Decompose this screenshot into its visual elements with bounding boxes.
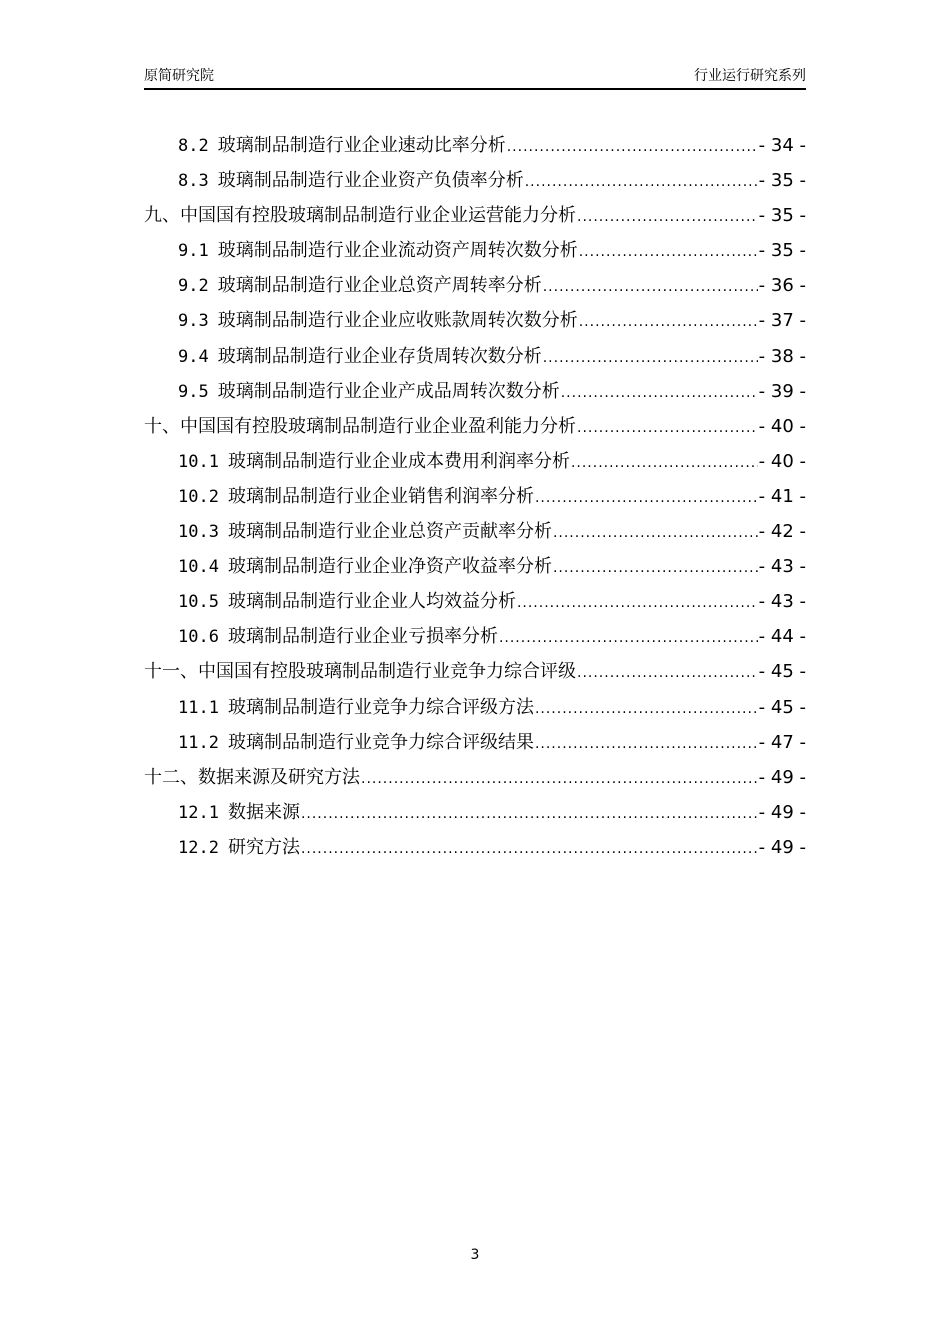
toc-dot-leader: [553, 516, 758, 551]
toc-entry-page: - 49 -: [758, 836, 806, 858]
toc-dot-leader: [579, 235, 758, 270]
toc-dot-leader: [517, 586, 758, 621]
toc-entry-title: 玻璃制品制造行业企业人均效益分析: [227, 591, 516, 613]
toc-entry-page: - 40 -: [758, 450, 806, 472]
toc-entry-title: 玻璃制品制造行业企业亏损率分析: [227, 626, 498, 648]
toc-section-entry[interactable]: [144, 268, 806, 303]
toc-entry-page: - 37 -: [758, 310, 806, 332]
toc-dot-leader: [543, 270, 758, 305]
toc-section-entry[interactable]: [144, 479, 806, 514]
toc-entry-page: - 47 -: [758, 731, 806, 753]
toc-section-entry[interactable]: [144, 514, 806, 549]
toc-entry-number: 8.2: [178, 136, 209, 156]
toc-entry-number: 11.1: [178, 697, 219, 718]
toc-entry-number: 8.3: [178, 171, 209, 192]
toc-dot-leader: [577, 411, 758, 446]
toc-entry-number: 12.1: [178, 802, 219, 823]
toc-entry-number: 11.2: [178, 732, 219, 753]
toc-dot-leader: [361, 762, 758, 797]
toc-chapter-entry[interactable]: [144, 409, 806, 444]
toc-entry-title: 玻璃制品制造行业企业销售利润率分析: [227, 485, 534, 507]
header-publisher: 原简研究院: [144, 68, 214, 84]
toc-entry-number: 9.2: [178, 276, 209, 297]
toc-entry-number: 9.3: [178, 311, 209, 332]
toc-section-entry[interactable]: [144, 830, 806, 865]
toc-entry-title: 玻璃制品制造行业企业存货周转次数分析: [217, 345, 542, 367]
toc-dot-leader: [535, 727, 758, 762]
toc-entry-title: 研究方法: [227, 836, 300, 858]
toc-section-entry[interactable]: [144, 339, 806, 374]
toc-section-entry[interactable]: [144, 690, 806, 725]
toc-entry-title: 九、中国国有控股玻璃制品制造行业企业运营能力分析: [144, 205, 576, 227]
toc-chapter-entry[interactable]: [144, 760, 806, 795]
toc-entry-page: - 43 -: [758, 591, 806, 613]
toc-entry-title: 玻璃制品制造行业企业成本费用利润率分析: [227, 450, 570, 472]
page-header: [144, 66, 806, 90]
toc-dot-leader: [543, 341, 758, 376]
toc-dot-leader: [571, 446, 758, 481]
toc-section-entry[interactable]: [144, 725, 806, 760]
toc-entry-title: 玻璃制品制造行业企业产成品周转次数分析: [217, 380, 560, 402]
toc-dot-leader: [577, 200, 758, 235]
toc-entry-page: - 35 -: [758, 170, 806, 192]
toc-entry-page: - 49 -: [758, 766, 806, 788]
toc-dot-leader: [577, 656, 758, 691]
toc-entry-page: - 35 -: [758, 205, 806, 227]
toc-dot-leader: [553, 551, 758, 586]
toc-dot-leader: [301, 832, 758, 867]
toc-entry-title: 十一、中国国有控股玻璃制品制造行业竞争力综合评级: [144, 661, 576, 683]
toc-entry-page: - 34 -: [758, 135, 806, 156]
toc-entry-page: - 49 -: [758, 801, 806, 823]
toc-entry-page: - 45 -: [758, 696, 806, 718]
toc-entry-page: - 43 -: [758, 556, 806, 578]
toc-section-entry[interactable]: [144, 233, 806, 268]
page-number: 3: [470, 1247, 480, 1263]
toc-entry-number: 10.1: [178, 451, 219, 472]
toc-entry-title: 玻璃制品制造行业企业净资产收益率分析: [227, 556, 552, 578]
table-of-contents: [144, 128, 806, 865]
toc-entry-number: 10.2: [178, 486, 219, 507]
header-series: 行业运行研究系列: [694, 68, 806, 84]
toc-dot-leader: [301, 797, 758, 832]
toc-entry-title: 玻璃制品制造行业企业流动资产周转次数分析: [217, 240, 578, 262]
toc-section-entry[interactable]: [144, 549, 806, 584]
toc-dot-leader: [535, 692, 758, 727]
toc-entry-page: - 38 -: [758, 345, 806, 367]
toc-section-entry[interactable]: [144, 303, 806, 338]
toc-entry-number: 9.5: [178, 381, 209, 402]
toc-section-entry[interactable]: [144, 128, 806, 163]
toc-entry-title: 玻璃制品制造行业企业应收账款周转次数分析: [217, 310, 578, 332]
toc-section-entry[interactable]: [144, 795, 806, 830]
toc-entry-title: 玻璃制品制造行业企业总资产贡献率分析: [227, 521, 552, 543]
toc-entry-title: 玻璃制品制造行业企业资产负债率分析: [217, 170, 524, 192]
toc-section-entry[interactable]: [144, 619, 806, 654]
toc-entry-title: 数据来源: [227, 801, 300, 823]
toc-entry-title: 十二、数据来源及研究方法: [144, 766, 360, 788]
toc-entry-page: - 36 -: [758, 275, 806, 297]
toc-entry-page: - 42 -: [758, 521, 806, 543]
toc-entry-page: - 45 -: [758, 661, 806, 683]
toc-dot-leader: [579, 305, 758, 340]
toc-dot-leader: [561, 376, 758, 411]
toc-entry-page: - 35 -: [758, 240, 806, 262]
toc-dot-leader: [507, 130, 758, 165]
toc-entry-title: 玻璃制品制造行业竞争力综合评级结果: [227, 731, 534, 753]
toc-entry-number: 9.1: [178, 241, 209, 262]
toc-chapter-entry[interactable]: [144, 654, 806, 689]
toc-entry-page: - 41 -: [758, 485, 806, 507]
toc-entry-page: - 39 -: [758, 380, 806, 402]
toc-entry-title: 玻璃制品制造行业竞争力综合评级方法: [227, 696, 534, 718]
toc-entry-number: 9.4: [178, 346, 209, 367]
toc-dot-leader: [525, 165, 758, 200]
toc-section-entry[interactable]: [144, 374, 806, 409]
toc-entry-number: 12.2: [178, 837, 219, 858]
toc-section-entry[interactable]: [144, 444, 806, 479]
toc-dot-leader: [499, 621, 758, 656]
toc-entry-number: 10.6: [178, 627, 219, 648]
toc-section-entry[interactable]: [144, 584, 806, 619]
toc-chapter-entry[interactable]: [144, 198, 806, 233]
toc-entry-number: 10.4: [178, 557, 219, 578]
toc-entry-title: 玻璃制品制造行业企业总资产周转率分析: [217, 275, 542, 297]
toc-entry-page: - 40 -: [758, 415, 806, 437]
toc-entry-number: 10.3: [178, 522, 219, 543]
toc-entry-title: 十、中国国有控股玻璃制品制造行业企业盈利能力分析: [144, 415, 576, 437]
toc-entry-number: 10.5: [178, 592, 219, 613]
toc-entry-page: - 44 -: [758, 626, 806, 648]
toc-dot-leader: [535, 481, 758, 516]
toc-entry-title: 玻璃制品制造行业企业速动比率分析: [217, 135, 506, 156]
toc-section-entry[interactable]: [144, 163, 806, 198]
